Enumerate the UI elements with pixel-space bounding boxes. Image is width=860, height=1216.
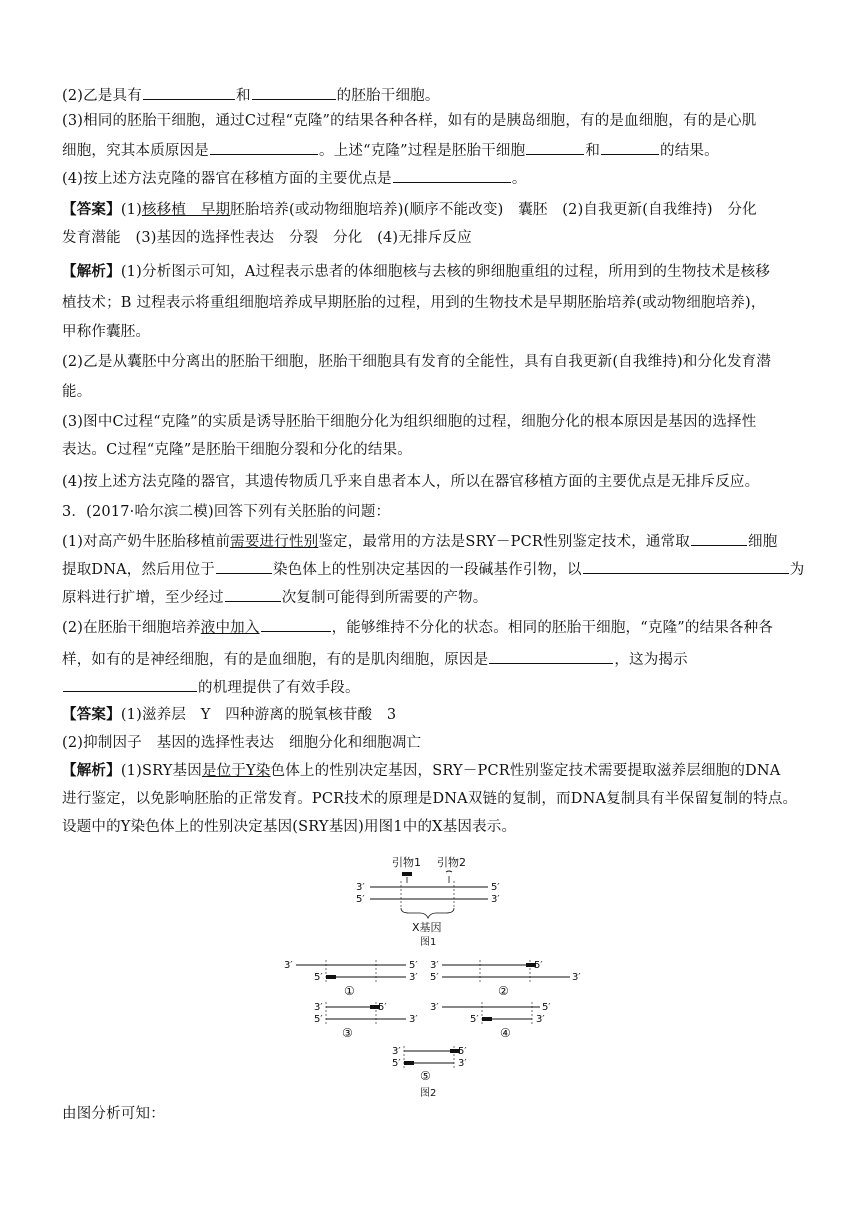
analysis-3-line-2: 进行鉴定，以免影响胚胎的正常发育。PCR技术的原理是DNA双链的复制，而DNA复制具有半保留复制的特点。	[62, 791, 798, 807]
end-label: 5′	[314, 972, 323, 983]
end-label: 3′	[314, 1002, 323, 1013]
end-label: 5′	[491, 882, 500, 893]
answer-blank	[601, 139, 659, 155]
analysis-line-3: 甲称作囊胚。	[62, 324, 151, 340]
answer-blank	[143, 84, 235, 100]
q3-line-2: 细胞，究其本质原因是 。上述“克隆”过程是胚胎干细胞 和 的结果。	[62, 139, 802, 161]
answer-blank	[210, 139, 318, 155]
fig2-product-4	[430, 1002, 551, 1040]
figure-1-caption: 图1	[420, 937, 437, 948]
analysis-line-1: 【解析】(1)分析图示可知，A过程表示患者的体细胞核与去核的卵细胞重组的过程，所用到的生物技术是核移	[62, 263, 771, 280]
q3-part2-line-1: (2)在胚胎干细胞培养液中加入 ，能够维持不分化的状态。相同的胚胎干细胞，“克隆”的结果各种各	[62, 616, 802, 638]
primer1-label: 引物1	[392, 856, 421, 869]
end-label: 3′	[536, 1014, 545, 1025]
primer2-mark	[446, 871, 452, 872]
end-label: 5′	[534, 960, 543, 971]
answer-line-2: 发育潜能 (3)基因的选择性表达 分裂 分化 (4)无排斥反应	[62, 230, 472, 246]
pcr-figure	[270, 848, 590, 1100]
q2-line: (2)乙是具有 和 的胚胎干细胞。	[62, 84, 802, 106]
analysis-line-7: 表达。C过程“克隆”是胚胎干细胞分裂和分化的结果。	[62, 442, 412, 458]
analysis-3-line-1: 【解析】(1)SRY基因是位于Y染色体上的性别决定基因，SRY－PCR性别鉴定技术需要提取滋养层细胞的DNA	[62, 762, 781, 779]
answer-blank	[489, 648, 613, 664]
answer-blank	[252, 84, 336, 100]
analysis-line-2: 植技术；B 过程表示将重组细胞培养成早期胚胎的过程，用到的生物技术是早期胚胎培养(或动物细胞培养)，	[62, 295, 766, 311]
fig2-product-1	[284, 960, 418, 998]
end-label: 3′	[430, 1002, 439, 1013]
answer-blank	[216, 558, 272, 574]
product-number: ③	[342, 1026, 353, 1040]
question-3-title: 3．(2017·哈尔滨二模)回答下列有关胚胎的问题：	[62, 504, 391, 520]
end-label: 5′	[314, 1014, 323, 1025]
answer-blank	[691, 530, 747, 546]
answer-blank	[393, 167, 511, 183]
answer-blank	[63, 676, 197, 692]
answer-line-1: 【答案】(1)核移植 早期胚胎培养(或动物细胞培养)(顺序不能改变) 囊胚 (2)自我更新(自我维持) 分化	[62, 201, 757, 218]
q3-part2-line-2: 样，如有的是神经细胞，有的是血细胞，有的是肌肉细胞，原因是 ，这为揭示	[62, 648, 802, 670]
end-label: 5′	[458, 1046, 467, 1057]
fig2-product-2	[430, 960, 581, 998]
end-label: 3′	[409, 1014, 418, 1025]
answer-blank	[225, 586, 281, 602]
answer-3-line-2: (2)抑制因子 基因的选择性表达 细胞分化和细胞凋亡	[62, 735, 422, 751]
end-label: 3′	[572, 972, 581, 983]
end-label: 3′	[284, 960, 293, 971]
product-number: ②	[498, 984, 509, 998]
q3-line-1: (3)相同的胚胎干细胞，通过C过程“克隆”的结果各种各样，如有的是胰岛细胞，有的是血细胞，有的是心肌	[62, 113, 757, 129]
end-label: 3′	[430, 960, 439, 971]
analysis-line-5: 能。	[62, 384, 92, 400]
fig2-product-3	[314, 1002, 418, 1040]
answer-blank	[583, 558, 789, 574]
end-label: 5′	[470, 1014, 479, 1025]
analysis-3-line-3: 设题中的Y染色体上的性别决定基因(SRY基因)用图1中的X基因表示。	[62, 819, 517, 835]
end-label: 5′	[356, 894, 365, 905]
answer-3-line-1: 【答案】(1)滋养层 Y 四种游离的脱氧核苷酸 3	[62, 706, 397, 723]
end-label: 5′	[542, 1002, 551, 1013]
answer-blank	[526, 139, 584, 155]
end-label: 5′	[430, 972, 439, 983]
product-number: ①	[344, 984, 355, 998]
figure-1	[356, 855, 500, 948]
q4-line: (4)按上述方法克隆的器官在移植方面的主要优点是 。	[62, 167, 802, 189]
q3-part2-line-3: 的机理提供了有效手段。	[62, 676, 802, 698]
figure-2-caption: 图2	[420, 1088, 437, 1099]
end-label: 3′	[392, 1046, 401, 1057]
end-label: 3′	[491, 894, 500, 905]
end-label: 5′	[409, 960, 418, 971]
q3-part1-line-2: 提取DNA，然后用位于 染色体上的性别决定基因的一段碱基作引物，以 为	[62, 558, 802, 580]
answer-blank	[261, 616, 331, 632]
q3-part1-line-1: (1)对高产奶牛胚胎移植前需要进行性别鉴定，最常用的方法是SRY－PCR性别鉴定技术，通常取 细胞	[62, 530, 802, 552]
end-label: 5′	[392, 1058, 401, 1069]
analysis-line-8: (4)按上述方法克隆的器官，其遗传物质几乎来自患者本人，所以在器官移植方面的主要优点是无排斥反应。	[62, 474, 760, 490]
analysis-line-6: (3)图中C过程“克隆”的实质是诱导胚胎干细胞分化为组织细胞的过程，细胞分化的根本原因是基因的选择性	[62, 414, 757, 430]
closing-line: 由图分析可知：	[62, 1106, 165, 1122]
q3-part1-line-3: 原料进行扩增，至少经过 次复制可能得到所需要的产物。	[62, 586, 802, 608]
end-label: 3′	[409, 972, 418, 983]
gene-label: X基因	[412, 921, 442, 934]
end-label: 3′	[458, 1058, 467, 1069]
end-label: 5′	[378, 1002, 387, 1013]
product-number: ④	[500, 1026, 511, 1040]
analysis-line-4: (2)乙是从囊胚中分离出的胚胎干细胞，胚胎干细胞具有发育的全能性，具有自我更新(自我维持)和分化发育潜	[62, 354, 772, 370]
product-number: ⑤	[420, 1069, 431, 1083]
primer2-label: 引物2	[437, 856, 466, 869]
gene-brace	[401, 908, 454, 918]
primer1-mark	[402, 872, 412, 876]
fig2-product-5	[392, 1046, 467, 1083]
end-label: 3′	[356, 882, 365, 893]
